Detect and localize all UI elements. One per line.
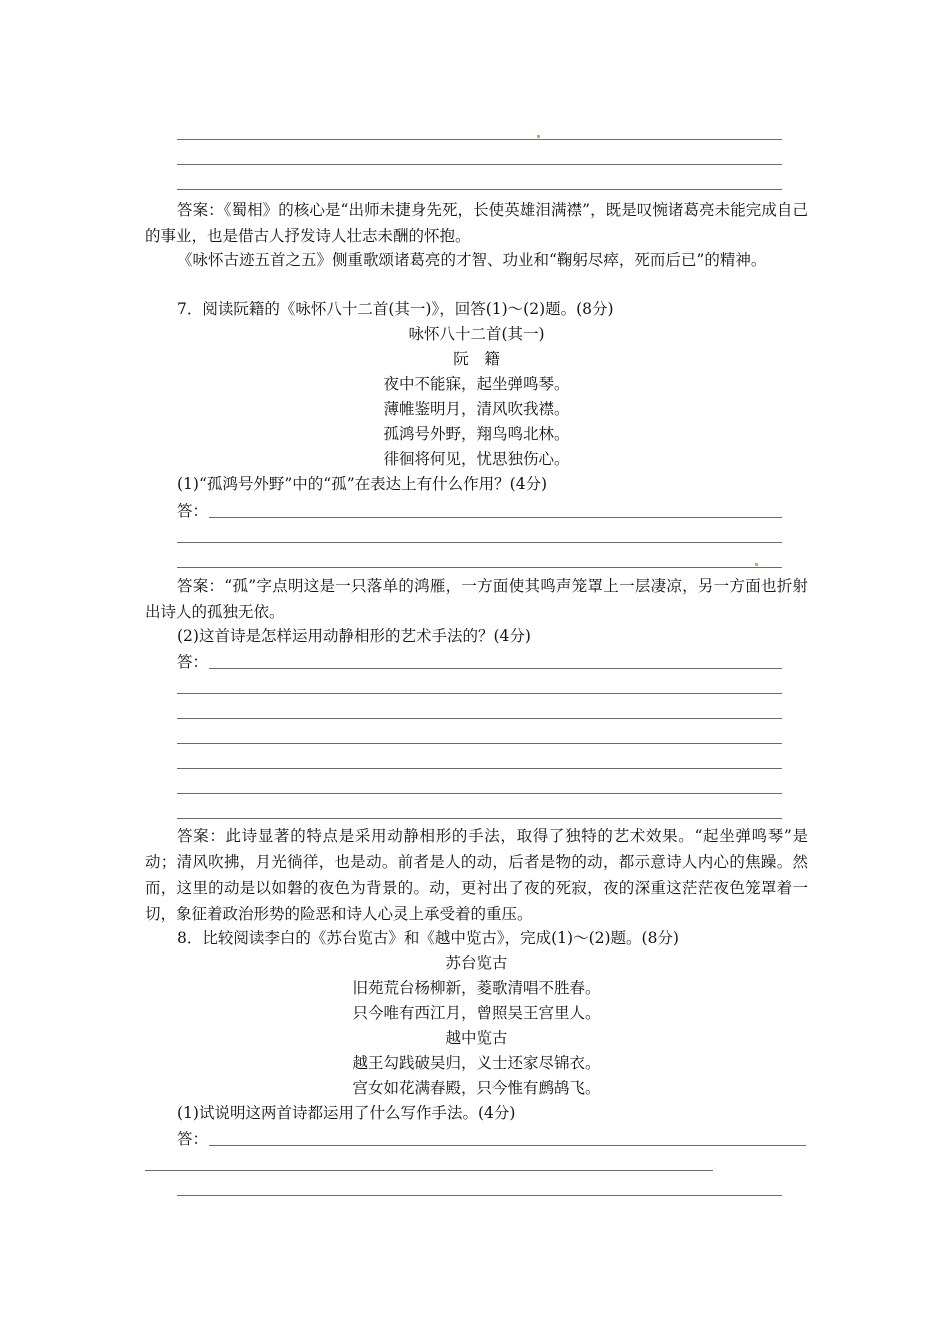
answer-line[interactable]	[177, 818, 782, 819]
answer-line[interactable]	[177, 768, 782, 769]
q8-poem2-line-1: 越王勾践破吴归，义士还家尽锦衣。	[352, 1054, 601, 1072]
q6-answer: 答案：《蜀相》的核心是“出师未捷身先死，长使英雄泪满襟”，既是叹惋诸葛亮未能完成自己的事业，也是借古人抒发诗人壮志未酬的怀抱。	[145, 201, 808, 245]
q8-sub1-question: (1)试说明这两首诗都运用了什么写作手法。(4分)	[177, 1104, 516, 1122]
answer-line[interactable]	[177, 1195, 782, 1196]
q7-poem-line-4: 徘徊将何见，忧思独伤心。	[383, 450, 570, 468]
scan-mark	[755, 563, 758, 566]
answer-line[interactable]	[209, 1145, 806, 1146]
answer-line[interactable]	[177, 743, 782, 744]
answer-line[interactable]	[209, 517, 782, 518]
answer-line[interactable]	[177, 793, 782, 794]
q8-stem: 8．比较阅读李白的《苏台览古》和《越中览古》，完成(1)～(2)题。(8分)	[177, 929, 679, 947]
q8-poem2-title: 越中览古	[445, 1029, 508, 1047]
q8-sub1-answer-label: 答：	[177, 1130, 209, 1148]
q7-poem-line-1: 夜中不能寐，起坐弹鸣琴。	[383, 375, 570, 393]
q8-poem1-title: 苏台览古	[445, 954, 508, 972]
q7-sub2-answer-label: 答：	[177, 653, 209, 671]
q7-poem-line-3: 孤鸿号外野，翔鸟鸣北林。	[383, 425, 570, 443]
answer-line	[177, 139, 782, 140]
q8-poem2-line-2: 宫女如花满春殿，只今惟有鹧鸪飞。	[352, 1079, 601, 1097]
answer-line[interactable]	[177, 718, 782, 719]
scan-mark	[537, 135, 540, 138]
q8-poem1-line-2: 只今唯有西江月，曾照吴王宫里人。	[352, 1004, 601, 1022]
q7-sub1-answer: 答案：“孤”字点明这是一只落单的鸿雁，一方面使其鸣声笼罩上一层凄凉，另一方面也折射出诗人的孤独无依。	[145, 577, 808, 621]
q7-poem-author: 阮 籍	[453, 350, 500, 368]
q7-poem-title: 咏怀八十二首(其一)	[408, 325, 545, 343]
q6-answer-continued: 《咏怀古迹五首之五》侧重歌颂诸葛亮的才智、功业和“鞠躬尽瘁，死而后已”的精神。	[177, 251, 767, 269]
answer-line[interactable]	[177, 567, 782, 568]
answer-line[interactable]	[177, 693, 782, 694]
answer-line[interactable]	[145, 1170, 713, 1171]
answer-line	[177, 189, 782, 190]
answer-line[interactable]	[177, 542, 782, 543]
q7-stem: 7．阅读阮籍的《咏怀八十二首(其一)》，回答(1)～(2)题。(8分)	[177, 300, 614, 318]
q7-sub1-question: (1)“孤鸿号外野”中的“孤”在表达上有什么作用？(4分)	[177, 475, 548, 493]
q8-poem1-line-1: 旧苑荒台杨柳新，菱歌清唱不胜春。	[352, 979, 601, 997]
q7-sub2-answer: 答案：此诗显著的特点是采用动静相形的手法，取得了独特的艺术效果。“起坐弹鸣琴”是动；清风吹拂，月光徜徉，也是动。前者是人的动，后者是物的动，都示意诗人内心的焦躁。然而，这里的动是以如磐的夜色为背景的。动，更衬出了夜的死寂，夜的深重这茫茫夜色笼罩着一切，象征着政治形势的险恶和诗人心灵上承受着的重压。	[145, 827, 808, 923]
answer-line[interactable]	[209, 668, 782, 669]
answer-line	[177, 164, 782, 165]
q7-sub1-answer-label: 答：	[177, 502, 209, 520]
q7-poem-line-2: 薄帷鉴明月，清风吹我襟。	[383, 400, 570, 418]
q7-sub2-question: (2)这首诗是怎样运用动静相形的艺术手法的？(4分)	[177, 627, 531, 645]
